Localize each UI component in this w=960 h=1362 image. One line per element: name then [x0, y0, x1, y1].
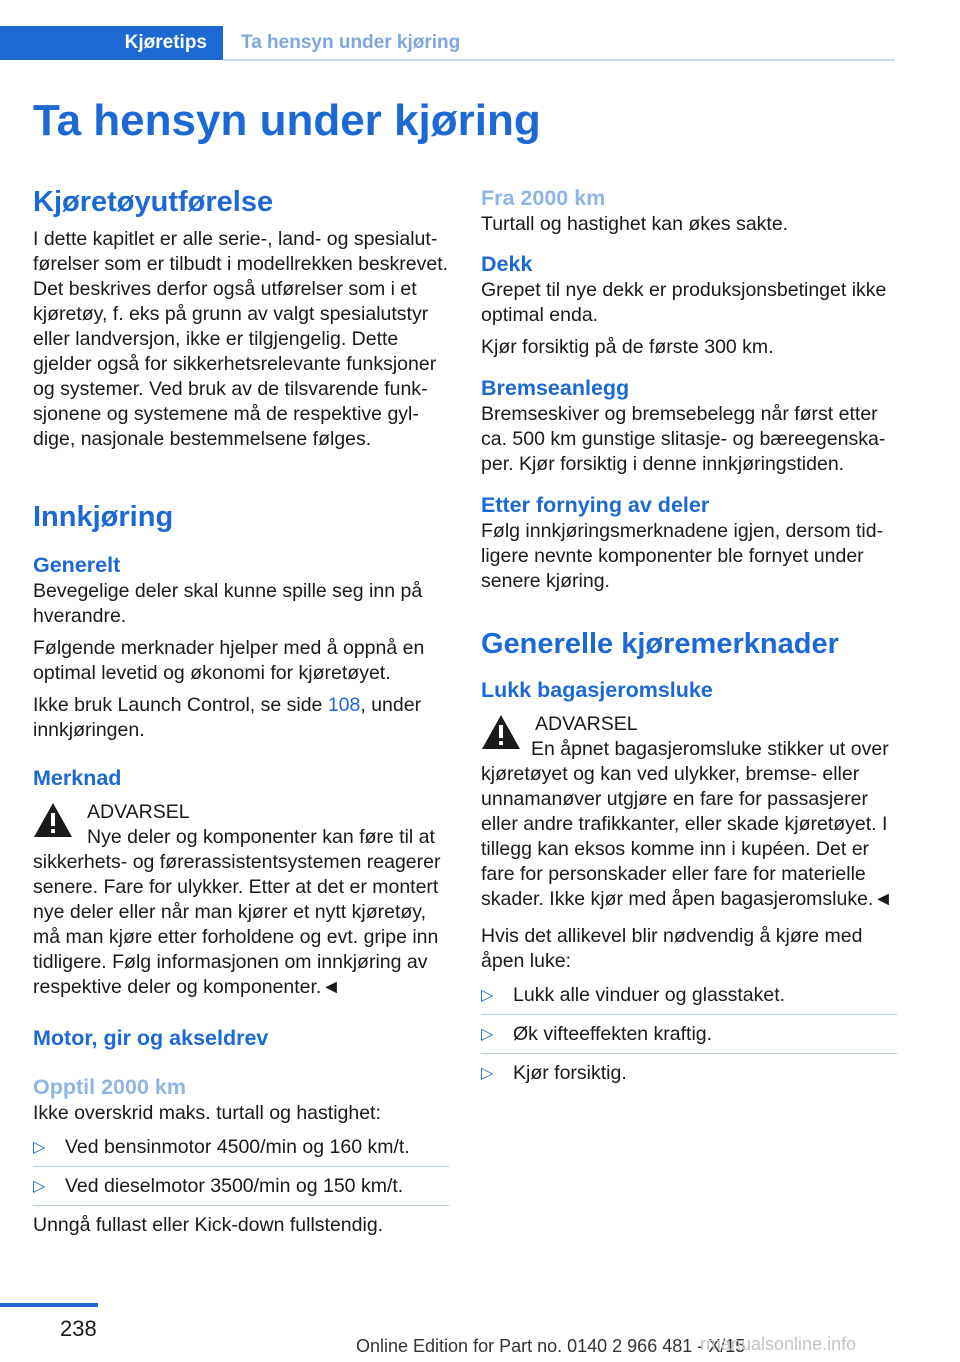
section-tab: Ta hensyn under kjøring [241, 32, 461, 53]
warning-title: ADVARSEL [87, 801, 190, 823]
warning-text: En åpnet bagasjeromsluke stikker ut over kjøretøyet og kan ved ulykker, bremse- eller unnamanøver utgjøre en fare for passasjerer eller andre trafikkanter, eller skade kjøretøyet. I tillegg kan eksos komme inn i kupéen. Det er fare for personskader eller fare for materielle skader. Ikke kjør med åpen bagasjeromsluke.◄ [481, 738, 893, 910]
subheading-motor: Motor, gir og akseldrev [33, 1026, 269, 1050]
page-number: 238 [60, 1316, 97, 1341]
list-item [481, 983, 897, 1008]
section-heading-generelle: Generelle kjøremerknader [481, 628, 839, 660]
warning-box [481, 712, 897, 737]
chapter-tab: Kjøretips [0, 26, 223, 60]
subheading-fra-2000: Fra 2000 km [481, 186, 606, 210]
section-heading-innkjoring: Innkjøring [33, 501, 174, 533]
list-item-text: Ved bensinmotor 4500/min og 160 km/t. [65, 1136, 410, 1158]
right-column [481, 184, 897, 1086]
bullet-triangle-icon: ▷ [481, 1065, 494, 1082]
subheading-dekk: Dekk [481, 252, 533, 276]
subheading-opptil-2000: Opptil 2000 km [33, 1075, 186, 1099]
text: , under innkjøringen. [33, 694, 422, 741]
warning-box [33, 800, 449, 825]
paragraph: Følgende merknader hjelper med å oppnå en optimal levetid og økonomi for kjøretøyet. [33, 637, 425, 684]
list-item-text: Kjør forsiktig. [513, 1062, 627, 1084]
left-column [33, 184, 449, 1238]
bullet-triangle-icon: ▷ [481, 987, 494, 1004]
warning-triangle-icon [33, 802, 73, 838]
list-item-text: Lukk alle vinduer og glasstaket. [513, 984, 786, 1006]
divider [33, 1205, 449, 1206]
header-bar [0, 26, 895, 62]
subheading-generelt: Generelt [33, 553, 121, 577]
text: Ikke bruk Launch Control, se side [33, 694, 328, 716]
list-item [481, 1022, 897, 1047]
bullet-triangle-icon: ▷ [33, 1178, 46, 1195]
list-item-text: Ved dieselmotor 3500/min og 150 km/t. [65, 1175, 404, 1197]
divider [481, 1014, 897, 1015]
paragraph: Kjør forsiktig på de første 300 km. [481, 336, 774, 358]
divider [481, 1053, 897, 1054]
warning-text: Nye deler og komponenter kan føre til at sikkerhets- og førerassistentsystemen reagerer senere. Fare for ulykker. Etter at det er montert nye deler eller når man kjører et nytt kjøretøy, må man kjøre etter forholdene og evt. gripe inn tidligere. Følg informasjonen om innkjøring av respektive deler og komponenter.◄ [33, 826, 441, 998]
paragraph: Følg innkjøringsmerknadene igjen, dersom tidligere nevnte komponenter ble fornyet under senere kjøring. [481, 520, 884, 592]
bullet-triangle-icon: ▷ [33, 1139, 46, 1156]
paragraph: Bevegelige deler skal kunne spille seg inn på hverandre. [33, 580, 423, 627]
warning-title: ADVARSEL [535, 713, 638, 735]
header-divider [223, 59, 895, 61]
paragraph: Ikke overskrid maks. turtall og hastighet: [33, 1102, 381, 1124]
paragraph: Grepet til nye dekk er produksjonsbetinget ikke optimal enda. [481, 279, 887, 326]
list-item [33, 1135, 449, 1160]
paragraph: Hvis det allikevel blir nødvendig å kjøre med åpen luke: [481, 925, 863, 972]
footer-accent-bar [0, 1303, 98, 1307]
subheading-merknad: Merknad [33, 766, 122, 790]
paragraph: Unngå fullast eller Kick-down fullstendig. [33, 1214, 384, 1236]
paragraph: Bremseskiver og bremsebelegg når først etter ca. 500 km gunstige slitasje- og bæreegenskaper. Kjør forsiktig i denne innkjøringstiden. [481, 403, 886, 475]
list-item-text: Øk vifteeffekten kraftig. [513, 1023, 713, 1045]
section-heading-kjoretoyutforelse: Kjøretøyutførelse [33, 186, 274, 218]
subheading-etter-fornying: Etter fornying av deler [481, 493, 710, 517]
page-title: Ta hensyn under kjøring [33, 96, 541, 145]
paragraph: Turtall og hastighet kan økes sakte. [481, 213, 789, 235]
subheading-lukk-bagasjeromsluke: Lukk bagasjeromsluke [481, 678, 713, 702]
bullet-triangle-icon: ▷ [481, 1026, 494, 1043]
paragraph: I dette kapitlet er alle serie-, land- og spesialutførelser som er tilbudt i modellrekken beskrevet. Det beskrives derfor også utførelser som i et kjøretøy, f. eks på grunn av valgt spesialutstyr eller landversjon, ikke er tilgjengelig. Dette gjelder også for sikkerhetsrelevante funksjoner og systemer. Ved bruk av de tilsvarende funksjonene og systemene må de respektive gyldige, nasjonale bestemmelsene følges. [33, 228, 449, 450]
page-link[interactable]: 108 [327, 694, 361, 716]
warning-triangle-icon [481, 714, 521, 750]
list-item [481, 1061, 897, 1086]
paragraph-with-link [33, 693, 449, 743]
subheading-bremseanlegg: Bremseanlegg [481, 376, 630, 400]
divider [33, 1166, 449, 1167]
list-item [33, 1174, 449, 1199]
watermark: rmanualsonline.info [700, 1334, 857, 1354]
footer-edition: Online Edition for Part no. 0140 2 966 481 - X/15 [356, 1336, 746, 1356]
